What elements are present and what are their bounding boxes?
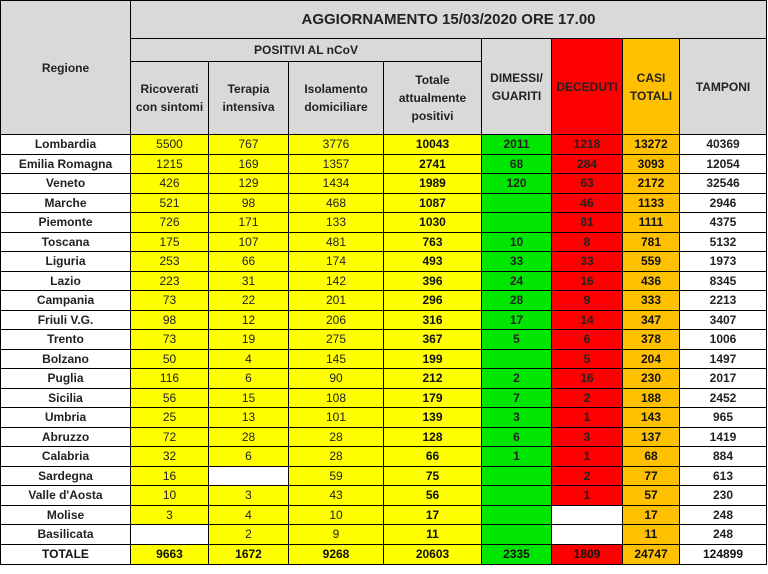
cell-dimessi [482,486,552,506]
cell-terapia: 6 [209,447,289,467]
cell-tamponi: 8345 [680,271,767,291]
total-deceduti: 1809 [552,544,623,564]
table-row [1,252,767,272]
cell-tamponi: 12054 [680,154,767,174]
header-dimessi: DIMESSI/ GUARITI [482,39,552,135]
cell-regione: Molise [1,505,131,525]
cell-isolamento: 133 [289,213,384,233]
cell-terapia: 6 [209,369,289,389]
cell-ricoverati: 116 [131,369,209,389]
cell-dimessi: 6 [482,427,552,447]
cell-deceduti: 9 [552,291,623,311]
cell-isolamento: 90 [289,369,384,389]
cell-dimessi: 3 [482,408,552,428]
cell-terapia: 98 [209,193,289,213]
cell-regione: Basilicata [1,525,131,545]
total-tamponi: 124899 [680,544,767,564]
table-row [1,310,767,330]
cell-casi: 17 [623,505,680,525]
cell-tamponi: 5132 [680,232,767,252]
cell-totale: 17 [384,505,482,525]
cell-terapia: 13 [209,408,289,428]
total-terapia: 1672 [209,544,289,564]
total-dimessi: 2335 [482,544,552,564]
cell-regione: Valle d'Aosta [1,486,131,506]
cell-totale: 763 [384,232,482,252]
cell-regione: Calabria [1,447,131,467]
table-row [1,349,767,369]
cell-dimessi: 2 [482,369,552,389]
cell-terapia: 3 [209,486,289,506]
cell-regione: Trento [1,330,131,350]
cell-terapia: 66 [209,252,289,272]
cell-deceduti: 33 [552,252,623,272]
cell-terapia [209,466,289,486]
cell-ricoverati [131,525,209,545]
cell-regione: Veneto [1,174,131,194]
cell-tamponi: 2213 [680,291,767,311]
cell-casi: 11 [623,525,680,545]
cell-isolamento: 59 [289,466,384,486]
cell-dimessi: 68 [482,154,552,174]
cell-isolamento: 3776 [289,135,384,155]
cell-tamponi: 40369 [680,135,767,155]
cell-ricoverati: 253 [131,252,209,272]
cell-deceduti: 5 [552,349,623,369]
cell-tamponi: 4375 [680,213,767,233]
table-row [1,330,767,350]
header-tamponi: TAMPONI [680,39,767,135]
table-row [1,213,767,233]
cell-casi: 559 [623,252,680,272]
cell-ricoverati: 223 [131,271,209,291]
cell-totale: 139 [384,408,482,428]
table-row [1,427,767,447]
cell-isolamento: 174 [289,252,384,272]
cell-totale: 2741 [384,154,482,174]
cell-tamponi: 1419 [680,427,767,447]
cell-ricoverati: 73 [131,330,209,350]
cell-casi: 1133 [623,193,680,213]
cell-isolamento: 43 [289,486,384,506]
cell-totale: 179 [384,388,482,408]
table-row [1,369,767,389]
cell-dimessi: 17 [482,310,552,330]
cell-dimessi [482,193,552,213]
cell-isolamento: 9 [289,525,384,545]
cell-totale: 367 [384,330,482,350]
header-deceduti: DECEDUTI [552,39,623,135]
cell-ricoverati: 25 [131,408,209,428]
cell-casi: 137 [623,427,680,447]
cell-totale: 128 [384,427,482,447]
cell-isolamento: 275 [289,330,384,350]
cell-totale: 493 [384,252,482,272]
cell-terapia: 2 [209,525,289,545]
cell-regione: Campania [1,291,131,311]
cell-totale: 316 [384,310,482,330]
cell-ricoverati: 10 [131,486,209,506]
total-row [1,544,767,564]
header-isolamento: Isolamento domiciliare [289,62,384,135]
cell-dimessi [482,505,552,525]
cell-regione: Toscana [1,232,131,252]
table-row [1,291,767,311]
cell-deceduti [552,505,623,525]
header-terapia: Terapia intensiva [209,62,289,135]
cell-casi: 188 [623,388,680,408]
cell-deceduti: 6 [552,330,623,350]
cell-terapia: 4 [209,505,289,525]
cell-dimessi: 120 [482,174,552,194]
cell-ricoverati: 426 [131,174,209,194]
cell-totale: 212 [384,369,482,389]
cell-terapia: 19 [209,330,289,350]
cell-totale: 1989 [384,174,482,194]
cell-deceduti: 1 [552,408,623,428]
cell-ricoverati: 521 [131,193,209,213]
cell-ricoverati: 1215 [131,154,209,174]
header-ricoverati: Ricoverati con sintomi [131,62,209,135]
total-isolamento: 9268 [289,544,384,564]
cell-deceduti: 63 [552,174,623,194]
header-casi-totali: CASI TOTALI [623,39,680,135]
cell-regione: Liguria [1,252,131,272]
cell-totale: 296 [384,291,482,311]
table-row [1,408,767,428]
cell-casi: 378 [623,330,680,350]
cell-terapia: 767 [209,135,289,155]
cell-casi: 57 [623,486,680,506]
table-row [1,174,767,194]
cell-dimessi: 7 [482,388,552,408]
cell-deceduti: 81 [552,213,623,233]
table-row [1,447,767,467]
cell-deceduti [552,525,623,545]
header-totale: Totale attualmente positivi [384,62,482,135]
cell-casi: 77 [623,466,680,486]
cell-deceduti: 2 [552,466,623,486]
cell-isolamento: 201 [289,291,384,311]
cell-deceduti: 14 [552,310,623,330]
table-body [1,135,767,545]
cell-tamponi: 965 [680,408,767,428]
cell-isolamento: 142 [289,271,384,291]
cell-ricoverati: 56 [131,388,209,408]
cell-tamponi: 2452 [680,388,767,408]
cell-casi: 436 [623,271,680,291]
cell-tamponi: 2017 [680,369,767,389]
header-regione: Regione [1,1,131,135]
cell-isolamento: 481 [289,232,384,252]
cell-totale: 1087 [384,193,482,213]
cell-isolamento: 28 [289,447,384,467]
cell-terapia: 169 [209,154,289,174]
cell-isolamento: 10 [289,505,384,525]
total-casi: 24747 [623,544,680,564]
cell-casi: 781 [623,232,680,252]
cell-deceduti: 1 [552,447,623,467]
cell-dimessi [482,213,552,233]
cell-dimessi [482,525,552,545]
cell-regione: Sardegna [1,466,131,486]
cell-ricoverati: 98 [131,310,209,330]
cell-regione: Umbria [1,408,131,428]
cell-dimessi: 28 [482,291,552,311]
cell-regione: Marche [1,193,131,213]
cell-tamponi: 230 [680,486,767,506]
cell-tamponi: 884 [680,447,767,467]
cell-dimessi: 1 [482,447,552,467]
cell-ricoverati: 5500 [131,135,209,155]
cell-dimessi: 24 [482,271,552,291]
cell-tamponi: 3407 [680,310,767,330]
table-row [1,271,767,291]
table-row [1,232,767,252]
cell-dimessi: 5 [482,330,552,350]
cell-dimessi: 10 [482,232,552,252]
cell-casi: 13272 [623,135,680,155]
table-row [1,193,767,213]
cell-isolamento: 145 [289,349,384,369]
cell-terapia: 4 [209,349,289,369]
cell-tamponi: 1497 [680,349,767,369]
cell-deceduti: 1 [552,486,623,506]
cell-terapia: 107 [209,232,289,252]
cell-totale: 75 [384,466,482,486]
cell-casi: 347 [623,310,680,330]
cell-totale: 10043 [384,135,482,155]
cell-ricoverati: 32 [131,447,209,467]
cell-terapia: 31 [209,271,289,291]
cell-ricoverati: 726 [131,213,209,233]
cell-dimessi [482,466,552,486]
cell-casi: 230 [623,369,680,389]
cell-casi: 143 [623,408,680,428]
cell-tamponi: 248 [680,505,767,525]
cell-totale: 1030 [384,213,482,233]
cell-dimessi: 2011 [482,135,552,155]
table-row [1,486,767,506]
cell-deceduti: 2 [552,388,623,408]
cell-isolamento: 1434 [289,174,384,194]
cell-terapia: 22 [209,291,289,311]
table-row [1,466,767,486]
cell-terapia: 12 [209,310,289,330]
cell-terapia: 171 [209,213,289,233]
cell-ricoverati: 72 [131,427,209,447]
cell-tamponi: 613 [680,466,767,486]
cell-tamponi: 1006 [680,330,767,350]
header-positivi: POSITIVI AL nCoV [131,39,482,62]
cell-regione: Piemonte [1,213,131,233]
cell-dimessi [482,349,552,369]
cell-ricoverati: 3 [131,505,209,525]
cell-casi: 68 [623,447,680,467]
cell-ricoverati: 16 [131,466,209,486]
cell-terapia: 28 [209,427,289,447]
cell-casi: 2172 [623,174,680,194]
table-row [1,388,767,408]
cell-regione: Lombardia [1,135,131,155]
cell-deceduti: 1218 [552,135,623,155]
total-label: TOTALE [1,544,131,564]
cell-regione: Lazio [1,271,131,291]
cell-deceduti: 3 [552,427,623,447]
cell-deceduti: 16 [552,369,623,389]
cell-isolamento: 28 [289,427,384,447]
cell-deceduti: 284 [552,154,623,174]
cell-isolamento: 206 [289,310,384,330]
cell-regione: Bolzano [1,349,131,369]
cell-ricoverati: 73 [131,291,209,311]
cell-deceduti: 16 [552,271,623,291]
total-totale: 20603 [384,544,482,564]
cell-terapia: 15 [209,388,289,408]
cell-dimessi: 33 [482,252,552,272]
cell-casi: 204 [623,349,680,369]
table-row [1,135,767,155]
cell-totale: 396 [384,271,482,291]
cell-casi: 3093 [623,154,680,174]
cell-isolamento: 468 [289,193,384,213]
cell-terapia: 129 [209,174,289,194]
cell-regione: Emilia Romagna [1,154,131,174]
cell-deceduti: 8 [552,232,623,252]
cell-isolamento: 1357 [289,154,384,174]
cell-deceduti: 46 [552,193,623,213]
cell-casi: 333 [623,291,680,311]
cell-totale: 66 [384,447,482,467]
cell-totale: 11 [384,525,482,545]
cell-totale: 199 [384,349,482,369]
cell-tamponi: 1973 [680,252,767,272]
cell-regione: Sicilia [1,388,131,408]
total-ricoverati: 9663 [131,544,209,564]
cell-casi: 1111 [623,213,680,233]
cell-regione: Puglia [1,369,131,389]
cell-isolamento: 108 [289,388,384,408]
table-row [1,505,767,525]
cell-ricoverati: 50 [131,349,209,369]
cell-tamponi: 2946 [680,193,767,213]
cell-tamponi: 32546 [680,174,767,194]
cell-totale: 56 [384,486,482,506]
cell-ricoverati: 175 [131,232,209,252]
report-title: AGGIORNAMENTO 15/03/2020 ORE 17.00 [131,1,767,39]
cell-tamponi: 248 [680,525,767,545]
table-row [1,525,767,545]
cell-regione: Abruzzo [1,427,131,447]
cell-regione: Friuli V.G. [1,310,131,330]
cell-isolamento: 101 [289,408,384,428]
table-row [1,154,767,174]
